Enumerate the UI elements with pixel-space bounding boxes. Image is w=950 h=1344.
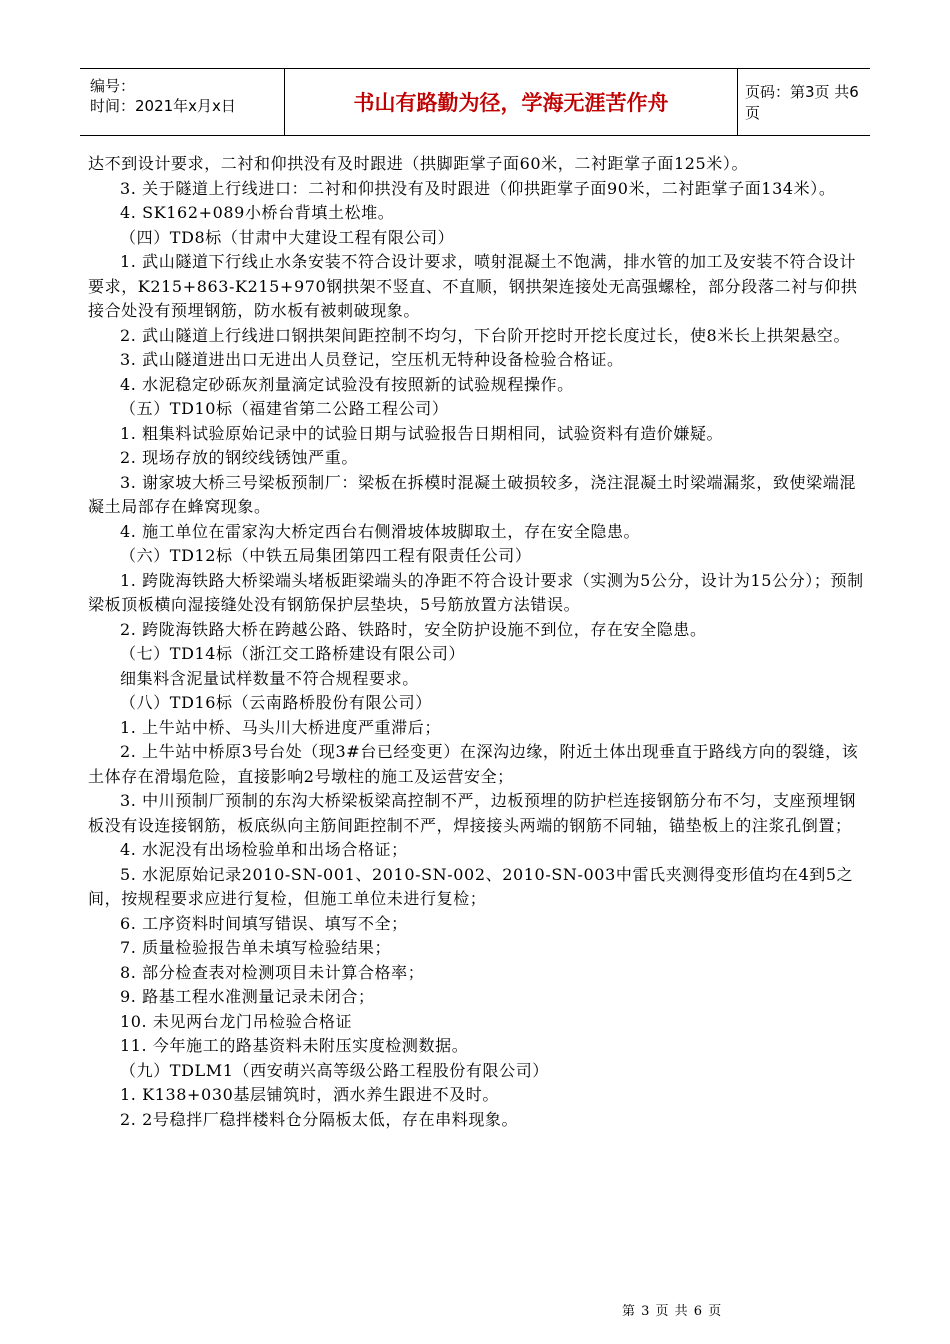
paragraph: 1. 武山隧道下行线止水条安装不符合设计要求，喷射混凝土不饱满，排水管的加工及安装不符合设计要求，K215+863-K215+970钢拱架不竖直、不直顺，钢拱架连接处无高强螺栓，部分段落二衬与仰拱接合处没有预埋钢筋，防水板有被刺破现象。 (88, 252, 858, 320)
paragraph: 1. 粗集料试验原始记录中的试验日期与试验报告日期相同，试验资料有造价嫌疑。 (120, 423, 724, 443)
section-heading: （六）TD12标（中铁五局集团第四工程有限责任公司） (120, 546, 532, 565)
paragraph: 2. 2号稳拌厂稳拌楼料仓分隔板太低，存在串料现象。 (120, 1109, 519, 1129)
paragraph: 2. 武山隧道上行线进口钢拱架间距控制不均匀，下台阶开挖时开挖长度过长，使8米长上拱架悬空。 (120, 325, 851, 345)
paragraph: 4. SK162+089小桥台背填土松堆。 (120, 203, 395, 222)
paragraph: 4. 水泥稳定砂砾灰剂量滴定试验没有按照新的试验规程操作。 (120, 374, 574, 394)
page-label: 页码：第3页 共6页 (745, 83, 859, 122)
date-label: 时间：2021年x月x日 (90, 97, 236, 115)
paragraph: 4. 水泥没有出场检验单和出场合格证； (120, 840, 408, 859)
header-info (80, 69, 284, 135)
paragraph: 5. 水泥原始记录2010-SN-001、2010-SN-002、2010-SN-003中雷氏夹测得变形值均在4到5之间，按规程要求应进行复检，但施工单位未进行复检； (88, 864, 854, 908)
paragraph: 9. 路基工程水准测量记录未闭合； (120, 987, 375, 1006)
paragraph: 1. K138+030基层铺筑时，洒水养生跟进不及时。 (120, 1085, 499, 1104)
section-heading: （九）TDLM1（西安萌兴高等级公路工程股份有限公司） (120, 1060, 549, 1080)
paragraph: 1. 上牛站中桥、马头川大桥进度严重滞后； (120, 717, 441, 737)
paragraph: 细集料含泥量试样数量不符合规程要求。 (120, 668, 419, 688)
paragraph: 7. 质量检验报告单未填写检验结果； (120, 938, 392, 957)
paragraph: 2. 上牛站中桥原3号台处（现3#台已经变更）在深沟边缘，附近土体出现垂直于路线方向的裂缝，该土体存在滑塌危险，直接影响2号墩柱的施工及运营安全； (88, 742, 859, 786)
paragraph: 2. 跨陇海铁路大桥在跨越公路、铁路时，安全防护设施不到位，存在安全隐患。 (120, 619, 707, 639)
paragraph: 3. 关于隧道上行线进口：二衬和仰拱没有及时跟进（仰拱距掌子面90米，二衬距掌子面134米）。 (120, 178, 836, 198)
number-label: 编号： (90, 77, 136, 95)
paragraph: 1. 跨陇海铁路大桥梁端头堵板距梁端头的净距不符合设计要求（实测为5公分，设计为15公分）；预制梁板顶板横向湿接缝处没有钢筋保护层垫块，5号筋放置方法错误。 (88, 570, 864, 614)
paragraph: 3. 中川预制厂预制的东沟大桥梁板梁高控制不严，边板预埋的防护栏连接钢筋分布不匀，支座预埋钢板没有设连接钢筋，板底纵向主筋间距控制不严，焊接接头两端的钢筋不同轴，锚垫板上的注浆孔倒置； (88, 791, 856, 835)
paragraph: 2. 现场存放的钢绞线锈蚀严重。 (120, 448, 358, 467)
section-heading: （四）TD8标（甘肃中大建设工程有限公司） (120, 227, 455, 247)
paragraph: 11. 今年施工的路基资料未附压实度检测数据。 (120, 1036, 469, 1055)
document-body (88, 152, 868, 1132)
section-heading: （八）TD16标（云南路桥股份有限公司） (120, 693, 432, 712)
section-heading: （七）TD14标（浙江交工路桥建设有限公司） (120, 644, 466, 663)
paragraph: 达不到设计要求，二衬和仰拱没有及时跟进（拱脚距掌子面60米，二衬距掌子面125米）。 (88, 154, 749, 173)
page-header (80, 68, 870, 136)
paragraph: 10. 未见两台龙门吊检验合格证 (120, 1011, 353, 1031)
paragraph: 3. 谢家坡大桥三号梁板预制厂：梁板在拆模时混凝土破损较多，浇注混凝土时梁端漏浆，致使梁端混凝土局部存在蜂窝现象。 (88, 472, 856, 516)
motto: 书山有路勤为径，学海无涯苦作舟 (284, 69, 738, 135)
paragraph: 4. 施工单位在雷家沟大桥定西台右侧滑坡体坡脚取土，存在安全隐患。 (120, 521, 641, 541)
page-footer: 第 3 页 共 6 页 (622, 1304, 723, 1319)
paragraph: 3. 武山隧道进出口无进出人员登记，空压机无特种设备检验合格证。 (120, 350, 624, 369)
paragraph: 6. 工序资料时间填写错误、填写不全； (120, 913, 408, 933)
section-heading: （五）TD10标（福建省第二公路工程公司） (120, 399, 449, 418)
paragraph: 8. 部分检查表对检测项目未计算合格率； (120, 962, 425, 982)
